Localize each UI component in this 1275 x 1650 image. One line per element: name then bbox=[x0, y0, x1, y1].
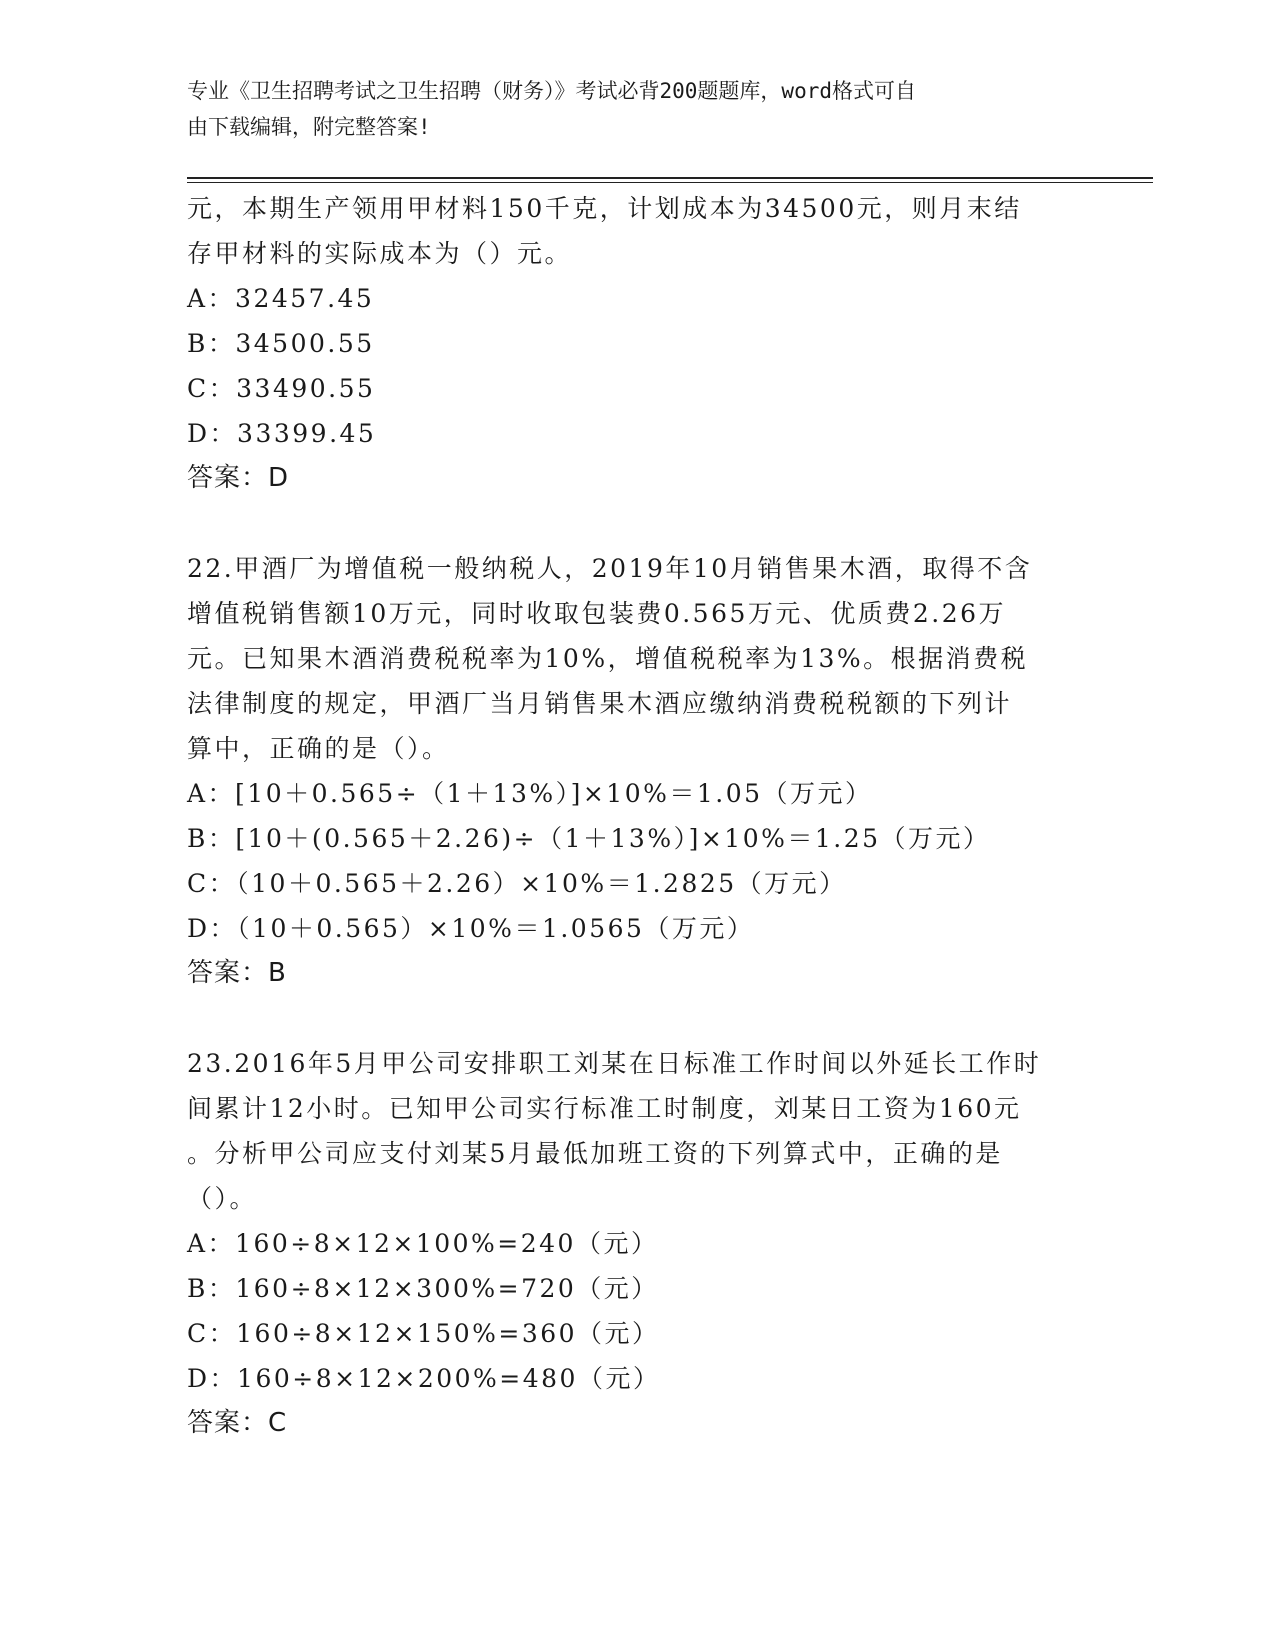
option-b: B：160÷8×12×300%=720（元） bbox=[187, 1274, 659, 1303]
header-line-2: 由下载编辑，附完整答案! bbox=[187, 115, 431, 139]
question-text-line: 。分析甲公司应支付刘某5月最低加班工资的下列算式中，正确的是 bbox=[187, 1139, 1003, 1168]
question-21 bbox=[187, 186, 1087, 501]
option-a: A：32457.45 bbox=[187, 284, 375, 313]
answer: 答案：C bbox=[187, 1408, 288, 1438]
question-text-line: 23.2016年5月甲公司安排职工刘某在日标准工作时间以外延长工作时 bbox=[187, 1049, 1042, 1078]
option-c: C：33490.55 bbox=[187, 374, 376, 403]
question-text-line: 间累计12小时。已知甲公司实行标准工时制度，刘某日工资为160元 bbox=[187, 1094, 1022, 1123]
header-line-1: 专业《卫生招聘考试之卫生招聘（财务）》考试必背200题题库，word格式可自 bbox=[187, 79, 916, 103]
option-c: C：（10＋0.565＋2.26）×10%＝1.2825（万元） bbox=[187, 869, 847, 898]
question-text-line: 增值税销售额10万元，同时收取包装费0.565万元、优质费2.26万 bbox=[187, 599, 1007, 628]
option-b: B：34500.55 bbox=[187, 329, 375, 358]
spacer bbox=[187, 501, 1087, 546]
question-text-line: 法律制度的规定，甲酒厂当月销售果木酒应缴纳消费税税额的下列计 bbox=[187, 689, 1013, 718]
header-divider-thin bbox=[187, 182, 1153, 183]
option-a: A：160÷8×12×100%=240（元） bbox=[187, 1229, 659, 1258]
option-d: D：（10＋0.565）×10%＝1.0565（万元） bbox=[187, 914, 755, 943]
question-text-line: 存甲材料的实际成本为（）元。 bbox=[187, 239, 573, 268]
option-b: B：[10＋(0.565＋2.26)÷（1＋13%）]×10%＝1.25（万元） bbox=[187, 824, 991, 853]
option-d: D：160÷8×12×200%=480（元） bbox=[187, 1364, 661, 1393]
question-text-line: 算中，正确的是（）。 bbox=[187, 734, 450, 763]
option-c: C：160÷8×12×150%=360（元） bbox=[187, 1319, 660, 1348]
question-text-line: 22.甲酒厂为增值税一般纳税人，2019年10月销售果木酒，取得不含 bbox=[187, 554, 1033, 583]
question-23 bbox=[187, 1041, 1087, 1446]
option-d: D：33399.45 bbox=[187, 419, 377, 448]
option-a: A：[10＋0.565÷（1＋13%）]×10%＝1.05（万元） bbox=[187, 779, 873, 808]
answer: 答案：B bbox=[187, 958, 287, 988]
question-list bbox=[187, 186, 1087, 1446]
document-header bbox=[187, 73, 1067, 145]
answer: 答案：D bbox=[187, 463, 290, 493]
question-text-line: （）。 bbox=[187, 1184, 258, 1213]
question-text-line: 元，本期生产领用甲材料150千克，计划成本为34500元，则月末结 bbox=[187, 194, 1022, 223]
spacer bbox=[187, 996, 1087, 1041]
question-22 bbox=[187, 546, 1087, 996]
header-divider-thick bbox=[187, 177, 1153, 179]
question-text-line: 元。已知果木酒消费税税率为10%，增值税税率为13%。根据消费税 bbox=[187, 644, 1029, 673]
